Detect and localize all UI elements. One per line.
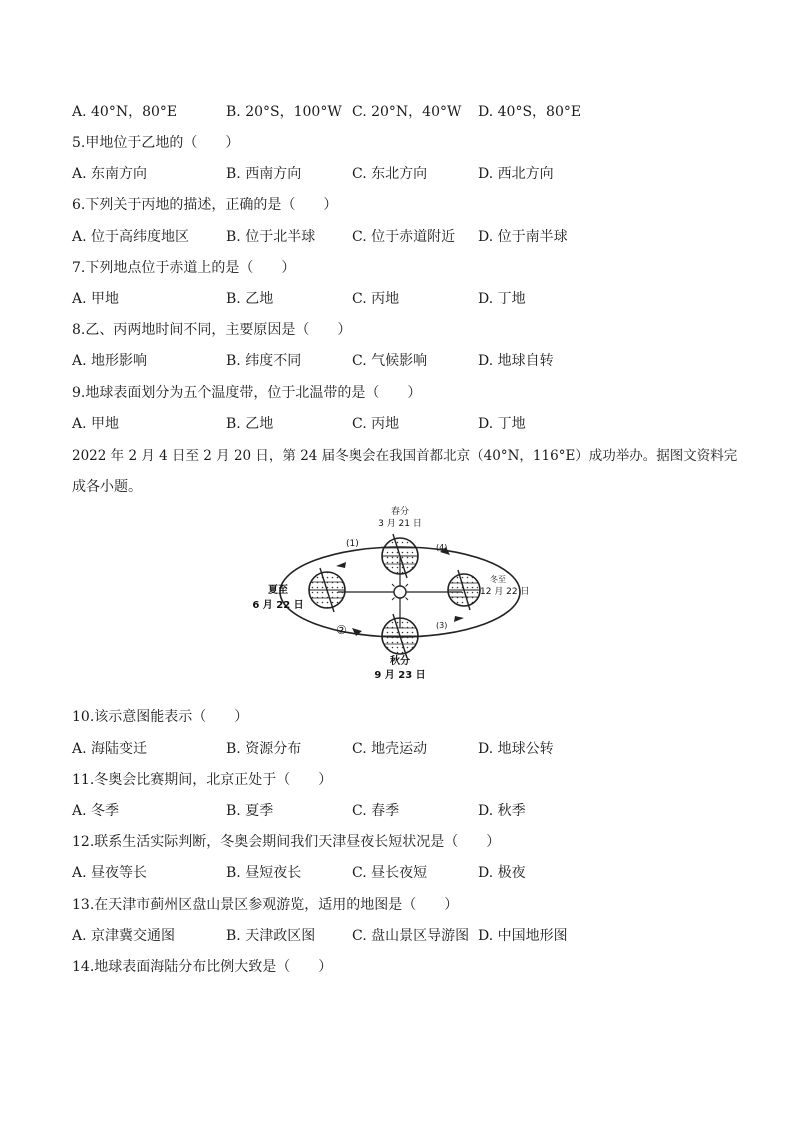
autumn-equinox-date: 9 月 23 日	[374, 670, 426, 681]
q8-option-a: A. 地形影响	[72, 353, 148, 369]
q12-option-a: A. 昼夜等长	[72, 865, 148, 881]
question-9-stem: 9.地球表面划分为五个温度带，位于北温带的是（ ）	[72, 385, 422, 401]
earth-summer-solstice-icon	[309, 568, 345, 612]
q5-option-d: D. 西北方向	[478, 166, 554, 182]
earth-winter-solstice-icon	[448, 570, 480, 610]
q12-option-c: C. 昼长夜短	[352, 865, 428, 881]
question-7-stem: 7.下列地点位于赤道上的是（ ）	[72, 260, 296, 276]
q6-option-c: C. 位于赤道附近	[352, 229, 456, 245]
q10-option-b: B. 资源分布	[226, 741, 302, 757]
autumn-equinox-label: 秋分	[390, 656, 410, 667]
q6-option-a: A. 位于高纬度地区	[72, 229, 190, 245]
q13-option-c: C. 盘山景区导游图	[352, 928, 470, 944]
question-5-stem: 5.甲地位于乙地的（ ）	[72, 135, 240, 151]
passage-line-1: 2022 年 2 月 4 日至 2 月 20 日，第 24 届冬奥会在我国首都北京（40°N，116°E）成功举办。据图文资料完	[72, 448, 738, 464]
q6-option-d: D. 位于南半球	[478, 229, 568, 245]
winter-solstice-label: 冬至	[490, 575, 506, 584]
question-12-stem: 12.联系生活实际判断，冬奥会期间我们天津昼夜长短状况是（ ）	[72, 834, 501, 850]
winter-solstice-date: 12 月 22 日	[480, 587, 530, 597]
question-13-stem: 13.在天津市蓟州区盘山景区参观游览，适用的地图是（ ）	[72, 897, 459, 913]
q7-option-b: B. 乙地	[226, 291, 274, 307]
q9-option-a: A. 甲地	[72, 416, 120, 432]
q12-option-d: D. 极夜	[478, 865, 526, 881]
summer-solstice-label: 夏至	[268, 585, 288, 596]
q13-option-b: B. 天津政区图	[226, 928, 316, 944]
arc-label-1: (1)	[346, 539, 359, 549]
q4-option-b: B. 20°S，100°W	[226, 104, 342, 120]
q11-option-d: D. 秋季	[478, 803, 526, 819]
q4-option-d: D. 40°S，80°E	[478, 104, 582, 120]
q7-option-d: D. 丁地	[478, 291, 526, 307]
summer-solstice-date: 6 月 22 日	[252, 600, 304, 611]
q5-option-b: B. 西南方向	[226, 166, 302, 182]
q11-option-a: A. 冬季	[72, 803, 120, 819]
spring-equinox-date: 3 月 21 日	[378, 519, 422, 529]
q8-option-b: B. 纬度不同	[226, 353, 302, 369]
question-6-stem: 6.下列关于丙地的描述，正确的是（ ）	[72, 197, 338, 213]
q11-option-c: C. 春季	[352, 803, 400, 819]
q9-option-b: B. 乙地	[226, 416, 274, 432]
q10-option-a: A. 海陆变迁	[72, 741, 148, 757]
q5-option-a: A. 东南方向	[72, 166, 148, 182]
question-8-stem: 8.乙、丙两地时间不同，主要原因是（ ）	[72, 322, 352, 338]
q9-option-c: C. 丙地	[352, 416, 400, 432]
arc-label-4: (4)	[436, 543, 448, 552]
q10-option-d: D. 地球公转	[478, 741, 554, 757]
question-14-stem: 14.地球表面海陆分布比例大致是（ ）	[72, 959, 333, 975]
spring-equinox-label: 春分	[390, 507, 410, 517]
q5-option-c: C. 东北方向	[352, 166, 428, 182]
q7-option-c: C. 丙地	[352, 291, 400, 307]
arc-label-3: (3)	[436, 621, 448, 630]
q9-option-d: D. 丁地	[478, 416, 526, 432]
q7-option-a: A. 甲地	[72, 291, 120, 307]
q6-option-b: B. 位于北半球	[226, 229, 316, 245]
q11-option-b: B. 夏季	[226, 803, 274, 819]
q8-option-d: D. 地球自转	[478, 353, 554, 369]
q10-option-c: C. 地壳运动	[352, 741, 428, 757]
question-11-stem: 11.冬奥会比赛期间，北京正处于（ ）	[72, 772, 333, 788]
q4-option-c: C. 20°N，40°W	[352, 104, 462, 120]
sun-icon	[388, 580, 412, 604]
q8-option-c: C. 气候影响	[352, 353, 428, 369]
arc-label-2: ②	[336, 623, 347, 637]
earth-autumn-equinox-icon	[382, 614, 418, 658]
q4-option-a: A. 40°N，80°E	[72, 104, 178, 120]
q13-option-d: D. 中国地形图	[478, 928, 568, 944]
q13-option-a: A. 京津冀交通图	[72, 928, 176, 944]
question-10-stem: 10.该示意图能表示（ ）	[72, 709, 249, 725]
earth-revolution-diagram	[250, 500, 550, 685]
earth-spring-equinox-icon	[382, 534, 418, 578]
q12-option-b: B. 昼短夜长	[226, 865, 302, 881]
passage-line-2: 成各小题。	[72, 479, 142, 495]
